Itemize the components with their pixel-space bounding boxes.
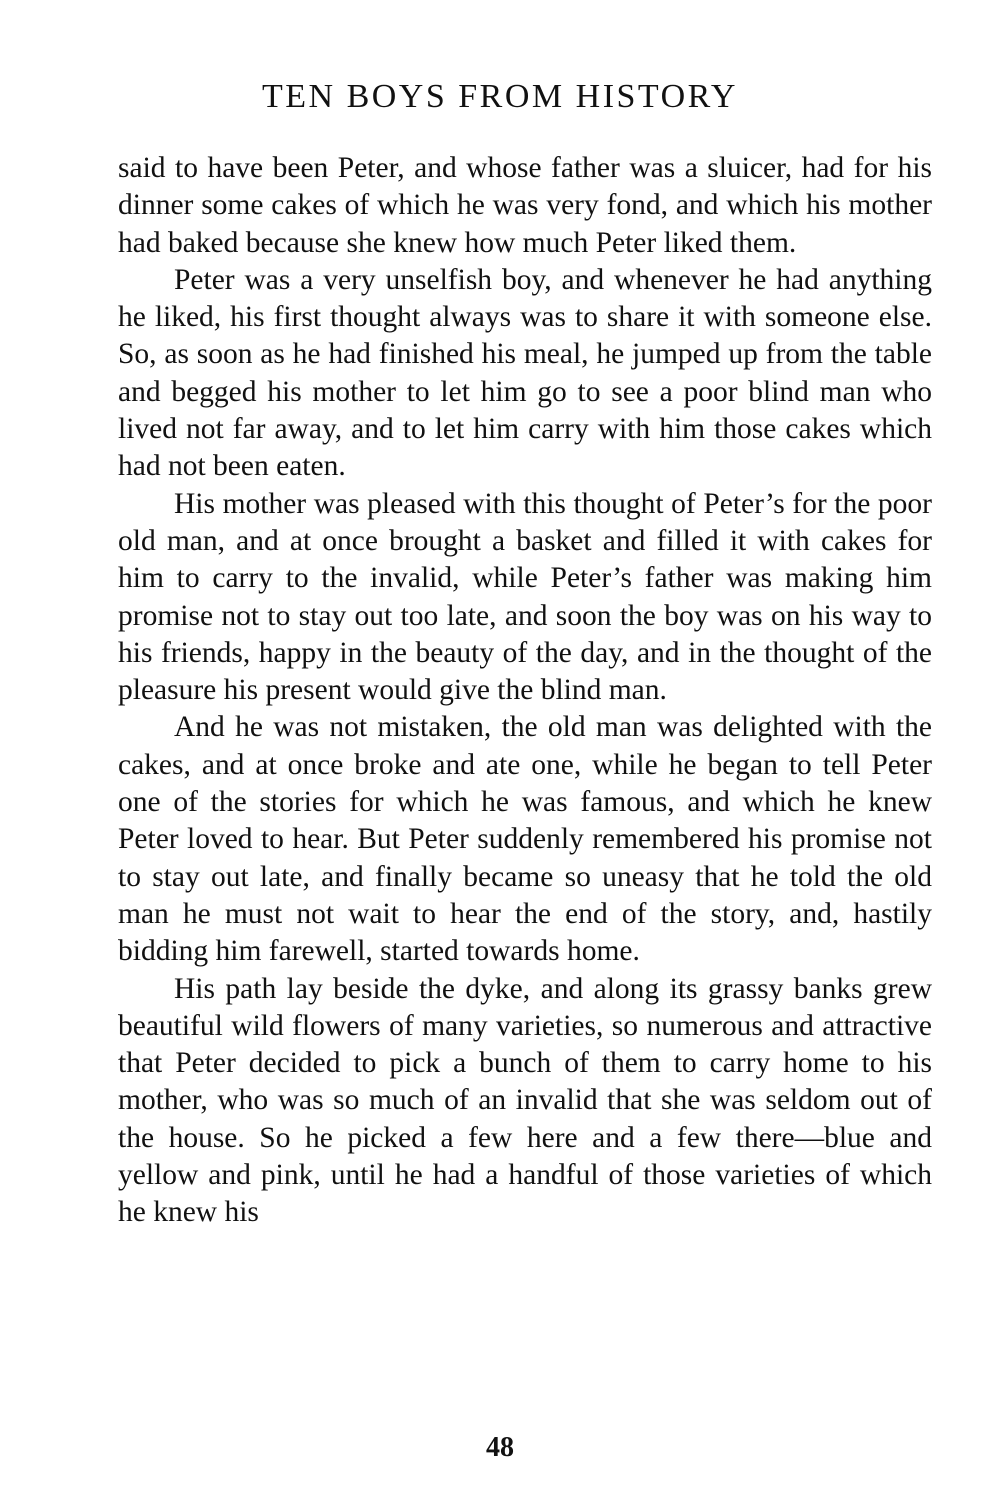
- paragraph: His mother was pleased with this thought of Peter’s for the poor old man, and at once brought a basket and filled it with cakes for him to carry to the invalid, while Peter’s father was making him promise not to stay out too late, and soon the boy was on his way to his friends, happy in the beauty of the day, and in the thought of the pleasure his present would give the blind man.: [118, 487, 932, 707]
- body-text: [118, 150, 932, 1232]
- paragraph: And he was not mistaken, the old man was delighted with the cakes, and at once broke and ate one, while he began to tell Peter one of the stories for which he was famous, and which he knew Peter loved to hear. But Peter suddenly remembered his promise not to stay out late, and finally became so uneasy that he told the old man he must not wait to hear the end of the story, and, hastily bidding him farewell, started towards home.: [118, 711, 932, 968]
- running-head: TEN BOYS FROM HISTORY: [261, 78, 738, 115]
- page-number: 48: [486, 1432, 514, 1463]
- paragraph: His path lay beside the dyke, and along its grassy banks grew beautiful wild flowers of many varieties, so numerous and attractive that Peter decided to pick a bunch of them to carry home to his mother, who was so much of an invalid that she was seldom out of the house. So he picked a few here and a few there—blue and yellow and pink, until he had a handful of those varieties of which he knew his: [118, 972, 932, 1229]
- paragraph-continued: said to have been Peter, and whose father was a sluicer, had for his dinner some cakes of which he was very fond, and which his mother had baked because she knew how much Peter liked them.: [118, 152, 932, 259]
- paragraph: Peter was a very unselfish boy, and whenever he had anything he liked, his first thought always was to share it with someone else. So, as soon as he had finished his meal, he jumped up from the table and begged his mother to let him go to see a poor blind man who lived not far away, and to let him carry with him those cakes which had not been eaten.: [118, 263, 932, 483]
